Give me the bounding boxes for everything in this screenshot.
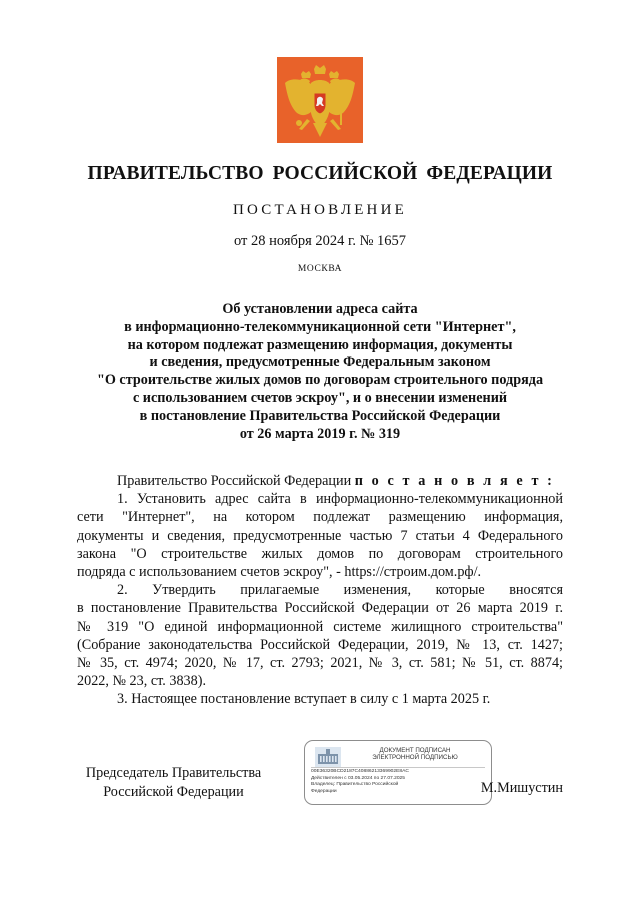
paragraph-2-line: № 35, ст. 4974; 2020, № 17, ст. 2793; 2021, № 3, ст. 581; № 51, ст. 8874; [77,655,563,672]
signatory-position-line: Российской Федерации [103,783,244,800]
paragraph-2-last-line: 2022, № 23, ст. 3838). [77,673,207,690]
signatory-name: М.Мишустин [480,780,563,796]
certificate-validity: Действителен с 03.05.2024 по 27.07.2025 [311,775,405,781]
paragraph-3: 3. Настоящее постановление вступает в силу с 1 марта 2025 г. [117,691,491,708]
coat-of-arms-emblem [277,57,363,143]
heading-line: с использованием счетов эскроу", и о внесении изменений [132,389,508,406]
signatory-position [77,764,270,801]
electronic-signature-stamp [304,740,492,805]
stamp-divider [311,767,485,768]
stamp-title-line: ЭЛЕКТРОННОЙ ПОДПИСЬЮ [372,754,458,762]
heading-line: в постановление Правительства Российской Федерации [139,407,501,424]
signatory-position-line: Председатель Правительства [85,765,262,781]
certificate-owner: Федерации [311,788,337,794]
government-building-icon [314,746,342,768]
document-city: МОСКВА [297,264,343,274]
paragraph-2-line: № 319 "О единой информационной системе жилищного строительства" [77,618,563,635]
paragraph-2-line: в постановление Правительства Российской Федерации от 26 марта 2019 г. [77,600,563,617]
document-body [77,472,563,709]
heading-line: "О строительстве жилых домов по договорам строительного подряда [96,372,544,389]
paragraph-1-line: 1. Установить адрес сайта в информационно-телекоммуникационной [117,491,563,508]
paragraph-1-last-line: подряда с использованием счетов эскроу", - https://строим.дом.рф/. [77,564,482,581]
paragraph-2-line: (Собрание законодательства Российской Федерации, 2019, № 13, ст. 1427; [77,636,563,653]
document-heading [0,301,640,443]
paragraph-1-line: документы и сведения, предусмотренные частью 7 статьи 4 Федерального [77,527,563,544]
document-date-number: от 28 ноября 2024 г. № 1657 [233,233,407,249]
heading-line: Об установлении адреса сайта [222,301,418,317]
heading-line: в информационно-телекоммуникационной сети "Интернет", [124,318,516,335]
heading-line: на котором подлежат размещению информация, документы [127,336,513,353]
paragraph-1-line: сети "Интернет", на котором подлежат размещению информация, [77,509,563,526]
heading-line: от 26 марта 2019 г. № 319 [239,425,401,442]
document-type: ПОСТАНОВЛЕНИЕ [233,202,407,218]
stamp-title [345,747,485,762]
stamp-title-line: ДОКУМЕНТ ПОДПИСАН [379,747,451,754]
certificate-number: 00E36320BCD2187C40886213369902E8AC [311,769,409,774]
government-title: ПРАВИТЕЛЬСТВО РОССИЙСКОЙ ФЕДЕРАЦИИ [87,163,553,184]
paragraph-1-line: закона "О строительстве жилых домов по договорам строительного [77,545,563,562]
preamble [77,472,563,490]
certificate-owner: Владелец: Правительство Российской [311,782,399,787]
preamble-keyword: п о с т а н о в л я е т : [354,473,555,489]
heading-line: и сведения, предусмотренные Федеральным законом [149,354,491,371]
preamble-text: Правительство Российской Федерации [117,473,352,489]
stamp-details [311,769,409,795]
paragraph-2-line: 2. Утвердить прилагаемые изменения, которые вносятся [117,582,563,599]
